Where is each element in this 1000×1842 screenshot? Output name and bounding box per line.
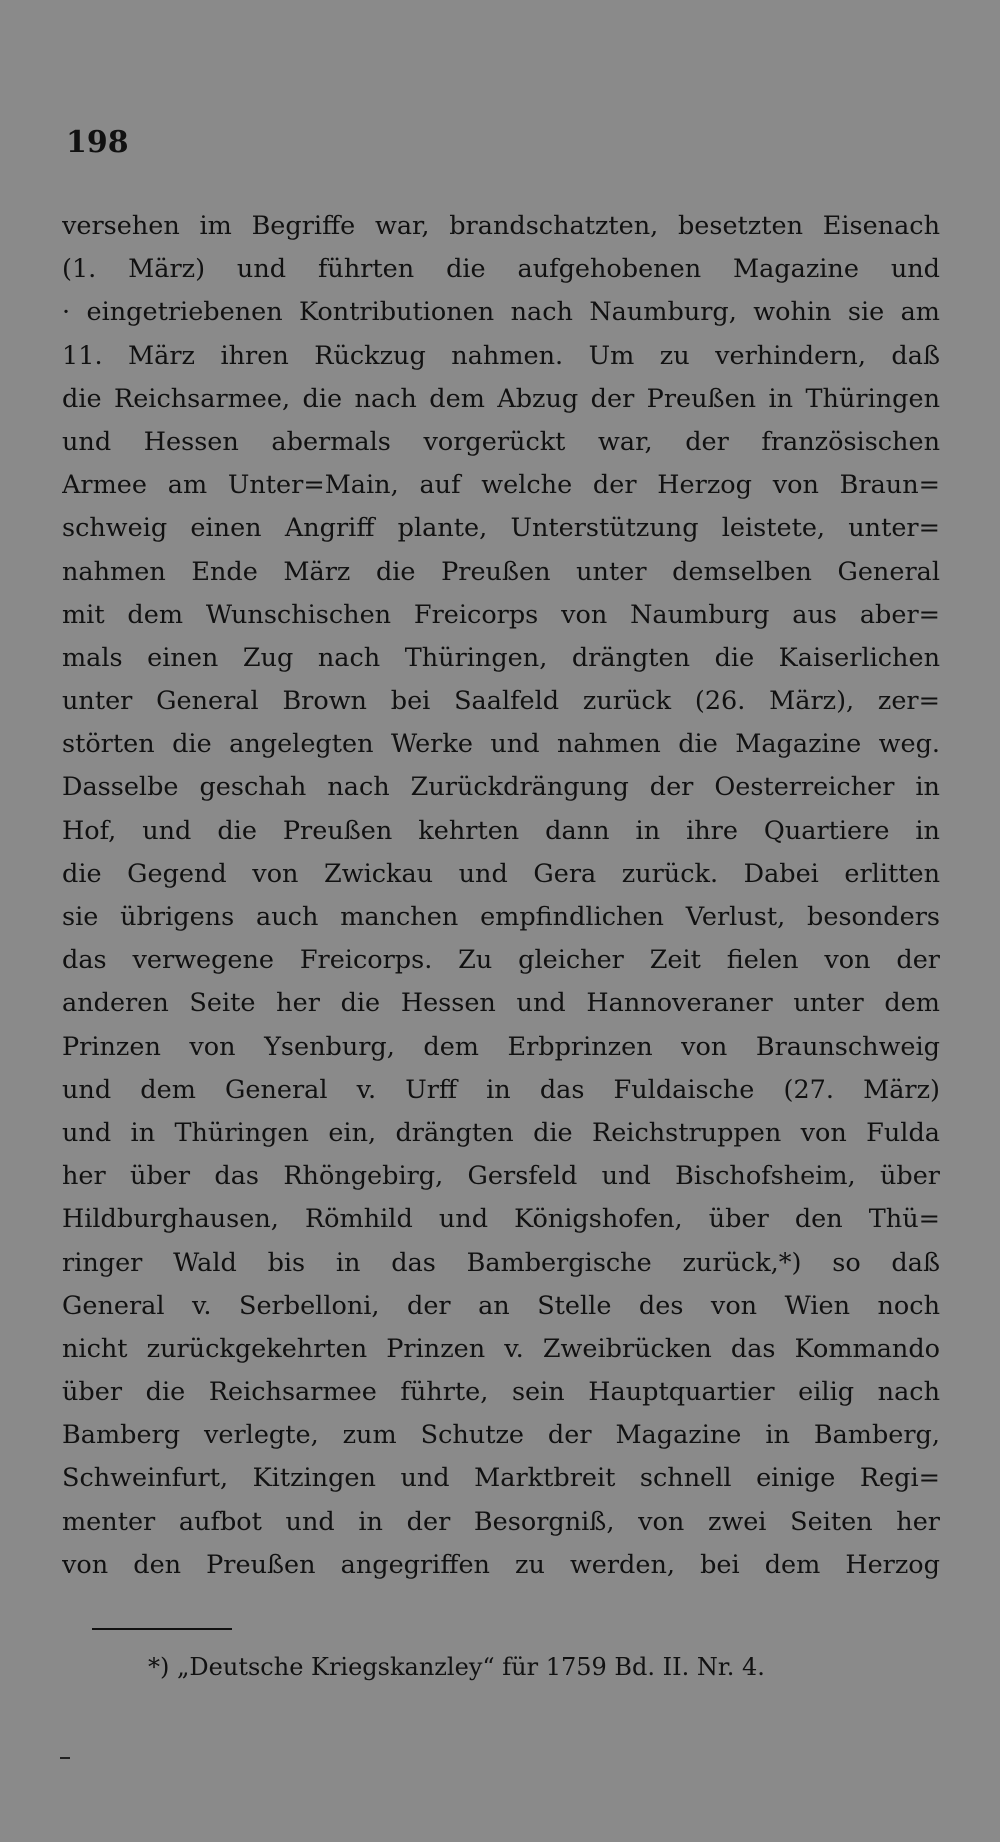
- text-line: nahmen Ende März die Preußen unter demselben General: [62, 556, 940, 587]
- text-line: ringer Wald bis in das Bambergische zurück,*) so daß: [62, 1247, 940, 1278]
- text-line: Dasselbe geschah nach Zurückdrängung der Oesterreicher in: [62, 772, 940, 803]
- text-line: unter General Brown bei Saalfeld zurück (26. März), zer=: [62, 686, 940, 717]
- text-line: Prinzen von Ysenburg, dem Erbprinzen von Braunschweig: [62, 1031, 940, 1062]
- scan-mark: [60, 1757, 70, 1759]
- text-line: Armee am Unter=Main, auf welche der Herzog von Braun=: [62, 470, 940, 501]
- text-line: und in Thüringen ein, drängten die Reichstruppen von Fulda: [62, 1117, 940, 1148]
- footnote-divider: [92, 1628, 232, 1630]
- text-line: Hildburghausen, Römhild und Königshofen, über den Thü=: [62, 1204, 940, 1235]
- text-line: versehen im Begriffe war, brandschatzten, besetzten Eisenach: [62, 211, 940, 241]
- text-line: über die Reichsarmee führte, sein Hauptquartier eilig nach: [62, 1377, 940, 1408]
- page-number: 198: [66, 125, 129, 160]
- text-line: sie übrigens auch manchen empfindlichen Verlust, besonders: [62, 902, 940, 932]
- text-line: und Hessen abermals vorgerückt war, der französischen: [62, 426, 940, 457]
- text-line: die Reichsarmee, die nach dem Abzug der Preußen in Thüringen: [62, 383, 940, 414]
- text-line: das verwegene Freicorps. Zu gleicher Zeit fielen von der: [62, 945, 940, 976]
- text-line: von den Preußen angegriffen zu werden, bei dem Herzog: [62, 1549, 940, 1580]
- body-text: [62, 205, 940, 1587]
- text-line: mals einen Zug nach Thüringen, drängten die Kaiserlichen: [62, 642, 940, 673]
- text-line: (1. März) und führten die aufgehobenen Magazine und: [62, 254, 940, 285]
- text-line: menter aufbot und in der Besorgniß, von zwei Seiten her: [62, 1506, 940, 1537]
- text-line: 11. März ihren Rückzug nahmen. Um zu verhindern, daß: [62, 340, 940, 371]
- text-line: her über das Rhöngebirg, Gersfeld und Bischofsheim, über: [62, 1161, 940, 1192]
- text-line: und dem General v. Urff in das Fuldaische (27. März): [62, 1074, 940, 1105]
- text-line: General v. Serbelloni, der an Stelle des von Wien noch: [62, 1290, 940, 1321]
- text-line: die Gegend von Zwickau und Gera zurück. Dabei erlitten: [62, 858, 940, 889]
- text-line: Bamberg verlegte, zum Schutze der Magazine in Bamberg,: [62, 1420, 940, 1451]
- text-line: · eingetriebenen Kontributionen nach Naumburg, wohin sie am: [62, 297, 940, 328]
- text-line: nicht zurückgekehrten Prinzen v. Zweibrücken das Kommando: [62, 1333, 940, 1364]
- text-line: Schweinfurt, Kitzingen und Marktbreit schnell einige Regi=: [62, 1463, 940, 1494]
- text-line: anderen Seite her die Hessen und Hannoveraner unter dem: [62, 988, 940, 1019]
- text-line: störten die angelegten Werke und nahmen die Magazine weg.: [62, 729, 940, 760]
- text-line: schweig einen Angriff plante, Unterstützung leistete, unter=: [62, 513, 940, 544]
- text-line: mit dem Wunschischen Freicorps von Naumburg aus aber=: [62, 599, 940, 630]
- footnote: *) „Deutsche Kriegskanzley“ für 1759 Bd. II. Nr. 4.: [148, 1653, 765, 1681]
- text-line: Hof, und die Preußen kehrten dann in ihre Quartiere in: [62, 815, 940, 846]
